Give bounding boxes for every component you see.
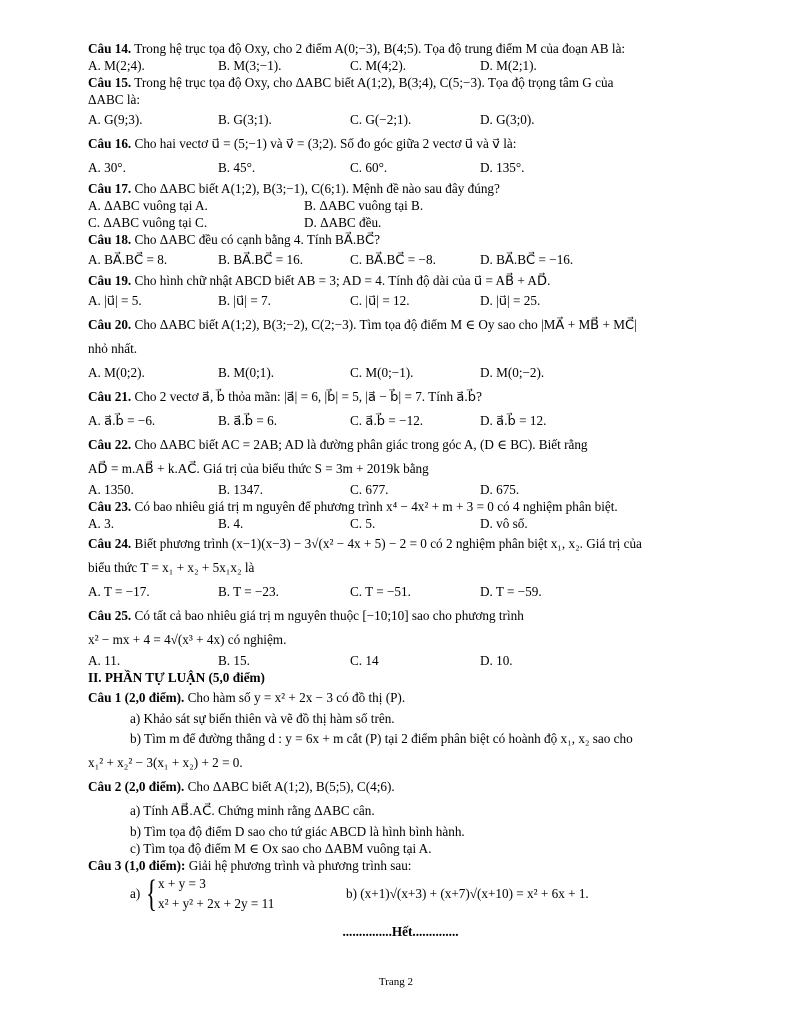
question-text: Có tất cả bao nhiêu giá trị m nguyên thuộc [−10;10] sao cho phương trình — [134, 608, 524, 623]
question-stem — [88, 385, 713, 409]
option-c: C. G(−2;1). — [350, 112, 412, 127]
option-b: B. 15. — [218, 653, 250, 668]
options-row — [88, 156, 713, 180]
option-a: A. M(0;2). — [88, 365, 145, 380]
option-d: D. vô số. — [480, 516, 528, 531]
question-stem — [88, 231, 713, 248]
question-label: Câu 17. — [88, 181, 132, 196]
question-text: Trong hệ trục tọa độ Oxy, cho ΔABC biết A(1;2), B(3;4), C(5;−3). Tọa độ trọng tâm G của — [134, 75, 614, 90]
equation-system-block — [88, 874, 713, 918]
question-text: Có bao nhiêu giá trị m nguyên để phương trình x⁴ − 4x² + m + 3 = 0 có 4 nghiệm phân biệt. — [134, 499, 618, 514]
question-text: Trong hệ trục tọa độ Oxy, cho 2 điểm A(0;−3), B(4;5). Tọa độ trung điểm M của đoạn AB là: — [134, 41, 626, 56]
option-a: A. 1350. — [88, 482, 134, 497]
question-label: Câu 15. — [88, 75, 132, 90]
options-row — [88, 652, 713, 669]
essay-question-3 — [88, 857, 713, 874]
question-text: Cho hai vectơ u⃗ = (5;−1) và v⃗ = (3;2). Số đo góc giữa 2 vectơ u⃗ và v⃗ là: — [134, 136, 517, 151]
question-stem — [88, 132, 713, 156]
option-b: B. 1347. — [218, 482, 264, 497]
options-row — [88, 248, 713, 272]
option-b: B. M(3;−1). — [218, 58, 282, 73]
option-d: D. 675. — [480, 482, 520, 497]
question-text: Cho ΔABC biết A(1;2), B(3;−2), C(2;−3). Tìm tọa độ điểm M ∈ Oy sao cho |MA⃗ + MB⃗ + MC⃗| — [134, 317, 637, 332]
option-d: D. M(0;−2). — [480, 365, 545, 380]
question-stem — [88, 272, 713, 289]
exam-page — [88, 40, 713, 944]
option-d: D. |u⃗| = 25. — [480, 293, 541, 308]
option-c: C. ΔABC vuông tại C. — [88, 215, 208, 230]
question-stem — [88, 532, 713, 556]
option-c: C. M(0;−1). — [350, 365, 414, 380]
system-equation-1: x + y = 3 — [158, 876, 206, 891]
section-heading: II. PHẦN TỰ LUẬN (5,0 điểm) — [88, 670, 265, 685]
option-a: A. M(2;4). — [88, 58, 145, 73]
option-b: B. ΔABC vuông tại B. — [304, 198, 424, 213]
question-label: Câu 20. — [88, 317, 132, 332]
question-stem-cont: AD⃗ = m.AB⃗ + k.AC⃗. Giá trị của biểu thức S = 3m + 2019k bằng — [88, 461, 429, 476]
question-text: Cho ΔABC biết AC = 2AB; AD là đường phân giác trong góc A, (D ∈ BC). Biết rằng — [131, 437, 588, 452]
question-label: Câu 14. — [88, 41, 132, 56]
question-text: Cho ΔABC đều có cạnh bằng 4. Tính BA⃗.BC⃗? — [134, 232, 381, 247]
option-a: A. 11. — [88, 653, 121, 668]
system-equation-2: x² + y² + 2x + 2y = 11 — [158, 896, 275, 911]
option-d: D. T = −59. — [480, 584, 542, 599]
question-stem-cont: ΔABC là: — [88, 92, 141, 107]
question-stem — [88, 604, 713, 628]
question-text: Cho 2 vectơ a⃗, b⃗ thỏa mãn: |a⃗| = 6, |b⃗| = 5, |a⃗ − b⃗| = 7. Tính a⃗.b⃗? — [134, 389, 482, 404]
question-label: Câu 18. — [88, 232, 132, 247]
option-a: A. 30°. — [88, 160, 126, 175]
option-b: B. 4. — [218, 516, 244, 531]
options-row — [88, 409, 713, 433]
option-b: B. BA⃗.BC⃗ = 16. — [218, 252, 304, 267]
option-c: C. BA⃗.BC⃗ = −8. — [350, 252, 436, 267]
option-b: B. |u⃗| = 7. — [218, 293, 271, 308]
option-d: D. ΔABC đều. — [304, 215, 382, 230]
brace-symbol: { — [146, 873, 157, 915]
option-d: D. M(2;1). — [480, 58, 537, 73]
option-b: B. a⃗.b⃗ = 6. — [218, 413, 278, 428]
question-stem — [88, 40, 713, 57]
question-label: Câu 23. — [88, 499, 132, 514]
options-row — [88, 197, 713, 214]
question-text: Cho ΔABC biết A(1;2), B(3;−1), C(6;1). Mệnh đề nào sau đây đúng? — [134, 181, 500, 196]
sub-question: b) Tìm m để đường thẳng d : y = 6x + m cắt (P) tại 2 điểm phân biệt có hoành độ x₁, x₂ sao cho — [130, 731, 633, 746]
option-d: D. 10. — [480, 653, 513, 668]
option-c: C. T = −51. — [350, 584, 411, 599]
option-a: A. |u⃗| = 5. — [88, 293, 142, 308]
options-row — [88, 361, 713, 385]
question-label: Câu 25. — [88, 608, 132, 623]
sub-question: a) Tính AB⃗.AC⃗. Chứng minh rằng ΔABC cân. — [130, 803, 375, 818]
question-label: Câu 24. — [88, 536, 132, 551]
end-marker: ...............Hết.............. — [342, 924, 459, 939]
page-number: Trang 2 — [378, 976, 414, 988]
question-stem — [88, 74, 713, 91]
option-a: A. G(9;3). — [88, 112, 143, 127]
options-row — [88, 108, 713, 132]
question-text: Giải hệ phương trình và phương trình sau: — [185, 858, 412, 873]
question-label: Câu 16. — [88, 136, 132, 151]
question-stem-cont: nhỏ nhất. — [88, 341, 138, 356]
option-b: B. G(3;1). — [218, 112, 272, 127]
sub-question: b) Tìm tọa độ điểm D sao cho tứ giác ABCD là hình bình hành. — [130, 824, 465, 839]
options-row — [88, 481, 713, 498]
option-c: C. 5. — [350, 516, 376, 531]
sub-question: c) Tìm tọa độ điểm M ∈ Ox sao cho ΔABM vuông tại A. — [130, 841, 432, 856]
options-row — [88, 57, 713, 74]
question-text: Cho hàm số y = x² + 2x − 3 có đồ thị (P). — [184, 690, 406, 705]
options-row — [88, 515, 713, 532]
sub-question-label: a) — [130, 886, 141, 901]
question-stem — [88, 313, 713, 337]
essay-question-1 — [88, 686, 713, 710]
options-row — [88, 580, 713, 604]
option-c: C. a⃗.b⃗ = −12. — [350, 413, 424, 428]
question-stem-cont: biểu thức T = x₁ + x₂ + 5x₁x₂ là — [88, 560, 255, 575]
option-a: A. T = −17. — [88, 584, 150, 599]
sub-question-cont: x₁² + x₂² − 3(x₁ + x₂) + 2 = 0. — [88, 755, 243, 770]
options-row — [88, 214, 713, 231]
options-row — [88, 289, 713, 313]
option-a: A. ΔABC vuông tại A. — [88, 198, 208, 213]
question-text: Biết phương trình (x−1)(x−3) − 3√(x² − 4x + 5) − 2 = 0 có 2 nghiệm phân biệt x₁, x₂. Giá trị của — [134, 536, 642, 551]
option-c: C. |u⃗| = 12. — [350, 293, 410, 308]
question-stem — [88, 498, 713, 515]
question-stem — [88, 180, 713, 197]
option-b: B. T = −23. — [218, 584, 279, 599]
option-a: A. a⃗.b⃗ = −6. — [88, 413, 156, 428]
option-d: D. G(3;0). — [480, 112, 535, 127]
option-c: C. 677. — [350, 482, 389, 497]
sub-question: a) Khảo sát sự biến thiên và vẽ đồ thị hàm số trên. — [130, 711, 395, 726]
option-c: C. 14 — [350, 653, 379, 668]
sub-question: b) (x+1)√(x+3) + (x+7)√(x+10) = x² + 6x + 1. — [346, 886, 589, 901]
question-label: Câu 19. — [88, 273, 132, 288]
option-c: C. M(4;2). — [350, 58, 407, 73]
question-stem-cont: x² − mx + 4 = 4√(x³ + 4x) có nghiệm. — [88, 632, 287, 647]
option-a: A. 3. — [88, 516, 115, 531]
option-b: B. 45°. — [218, 160, 256, 175]
essay-question-2 — [88, 775, 713, 799]
question-label: Câu 2 (2,0 điểm). — [88, 779, 185, 794]
option-d: D. 135°. — [480, 160, 525, 175]
question-label: Câu 21. — [88, 389, 132, 404]
question-label: Câu 1 (2,0 điểm). — [88, 690, 185, 705]
question-text: Cho hình chữ nhật ABCD biết AB = 3; AD = 4. Tính độ dài của u⃗ = AB⃗ + AD⃗. — [134, 273, 551, 288]
question-text: Cho ΔABC biết A(1;2), B(5;5), C(4;6). — [184, 779, 395, 794]
option-d: D. a⃗.b⃗ = 12. — [480, 413, 547, 428]
option-a: A. BA⃗.BC⃗ = 8. — [88, 252, 168, 267]
option-b: B. M(0;1). — [218, 365, 275, 380]
option-d: D. BA⃗.BC⃗ = −16. — [480, 252, 574, 267]
question-label: Câu 3 (1,0 điểm): — [88, 858, 186, 873]
question-stem — [88, 433, 713, 457]
question-label: Câu 22. — [88, 437, 132, 452]
option-c: C. 60°. — [350, 160, 388, 175]
